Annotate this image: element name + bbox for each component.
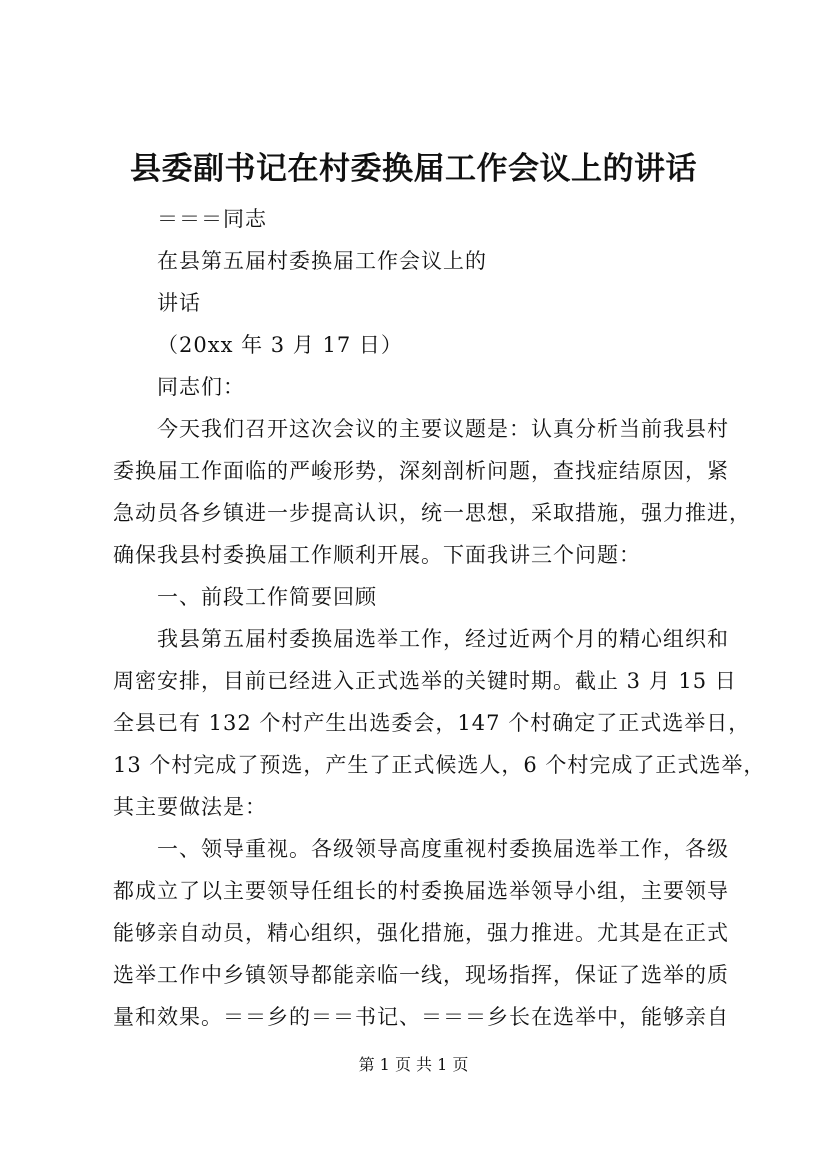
paragraph-line: 能够亲自动员，精心组织，强化措施，强力推进。尤其是在正式 xyxy=(113,921,729,945)
paragraph-line: 一、领导重视。各级领导高度重视村委换届选举工作，各级 xyxy=(157,837,729,861)
speech-label-line: 讲话 xyxy=(157,291,201,315)
paragraph-line: 都成立了以主要领导任组长的村委换届选举领导小组，主要领导 xyxy=(113,879,729,903)
paragraph-line: 委换届工作面临的严峻形势，深刻剖析问题，查找症结原因，紧 xyxy=(113,459,729,483)
speech-date-line: （20xx 年 3 月 17 日） xyxy=(157,333,403,357)
paragraph-line: 确保我县村委换届工作顺利开展。下面我讲三个问题： xyxy=(113,543,641,567)
addressee-line: ＝＝＝同志 xyxy=(157,207,267,231)
paragraph-line: 我县第五届村委换届选举工作，经过近两个月的精心组织和 xyxy=(157,627,729,651)
page-footer: 第 1 页 共 1 页 xyxy=(358,1055,469,1074)
paragraph-line: 全县已有 132 个村产生出选委会，147 个村确定了正式选举日， xyxy=(113,711,751,735)
paragraph-line: 今天我们召开这次会议的主要议题是：认真分析当前我县村 xyxy=(157,417,729,441)
paragraph-line: 急动员各乡镇进一步提高认识，统一思想，采取措施，强力推进， xyxy=(113,501,751,525)
paragraph-line: 其主要做法是： xyxy=(113,795,267,819)
document-title: 县委副书记在村委换届工作会议上的讲话 xyxy=(130,151,697,187)
paragraph-line: 周密安排，目前已经进入正式选举的关键时期。截止 3 月 15 日 xyxy=(113,669,737,693)
section-heading: 一、前段工作简要回顾 xyxy=(157,585,377,609)
paragraph-line: 选举工作中乡镇领导都能亲临一线，现场指挥，保证了选举的质 xyxy=(113,963,729,987)
speech-occasion-line: 在县第五届村委换届工作会议上的 xyxy=(157,249,487,273)
salutation-line: 同志们： xyxy=(157,375,245,399)
paragraph-line: 量和效果。＝＝乡的＝＝书记、＝＝＝乡长在选举中，能够亲自 xyxy=(113,1005,729,1029)
paragraph-line: 13 个村完成了预选，产生了正式候选人，6 个村完成了正式选举， xyxy=(113,753,766,777)
